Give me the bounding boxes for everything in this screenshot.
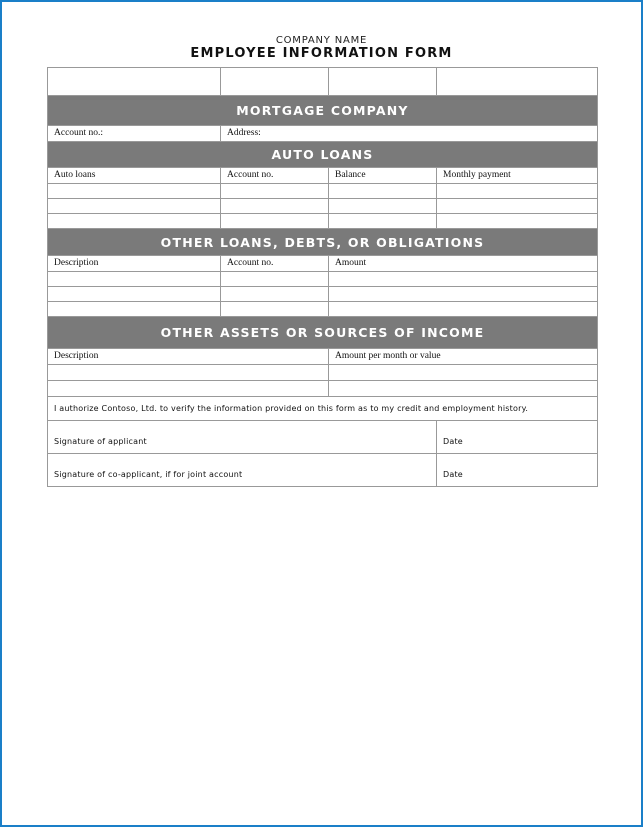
other-loans-header-row	[48, 256, 597, 272]
applicant-date-field[interactable]: Date	[443, 437, 463, 446]
account-field[interactable]	[221, 214, 329, 228]
co-applicant-signature-row	[48, 454, 597, 487]
payment-field[interactable]	[437, 199, 595, 213]
auto-loans-col-balance: Balance	[329, 168, 437, 183]
auto-loans-col-loans: Auto loans	[48, 168, 221, 183]
description-field[interactable]	[48, 287, 221, 301]
auto-loans-section-heading: AUTO LOANS	[48, 142, 597, 168]
table-row	[48, 272, 597, 287]
other-assets-header-row	[48, 349, 597, 365]
authorization-text: I authorize Contoso, Ltd. to verify the information provided on this form as to my credit and employment history.	[54, 403, 529, 413]
amount-field[interactable]	[329, 381, 595, 396]
co-applicant-signature-field[interactable]: Signature of co-applicant, if for joint account	[48, 454, 437, 486]
blank-field-4[interactable]	[437, 68, 595, 95]
blank-field-2[interactable]	[221, 68, 329, 95]
table-row	[48, 199, 597, 214]
mortgage-address-field[interactable]: Address:	[227, 128, 261, 138]
header-blank-row	[48, 68, 597, 96]
auto-loan-field[interactable]	[48, 214, 221, 228]
auto-loans-col-account: Account no.	[221, 168, 329, 183]
other-loans-col-description: Description	[48, 256, 221, 271]
co-applicant-date-field[interactable]: Date	[443, 470, 463, 479]
description-field[interactable]	[48, 302, 221, 316]
other-loans-col-amount: Amount	[335, 258, 367, 268]
mortgage-section-heading: MORTGAGE COMPANY	[48, 96, 597, 126]
auto-loan-field[interactable]	[48, 199, 221, 213]
form-table	[47, 67, 598, 487]
blank-field-1[interactable]	[48, 68, 221, 95]
amount-field[interactable]	[329, 365, 595, 380]
applicant-signature-row	[48, 421, 597, 454]
other-assets-section-heading: OTHER ASSETS OR SOURCES OF INCOME	[48, 317, 597, 349]
amount-field[interactable]	[329, 287, 595, 301]
other-loans-col-account: Account no.	[221, 256, 329, 271]
account-field[interactable]	[221, 302, 329, 316]
other-assets-col-amount: Amount per month or value	[335, 351, 441, 361]
account-field[interactable]	[221, 184, 329, 198]
table-row	[48, 184, 597, 199]
authorization-row	[48, 397, 597, 421]
applicant-signature-field[interactable]: Signature of applicant	[48, 421, 437, 453]
table-row	[48, 365, 597, 381]
amount-field[interactable]	[329, 272, 595, 286]
form-title: EMPLOYEE INFORMATION FORM	[190, 46, 453, 61]
payment-field[interactable]	[437, 184, 595, 198]
table-row	[48, 214, 597, 229]
other-loans-section-heading: OTHER LOANS, DEBTS, OR OBLIGATIONS	[48, 229, 597, 256]
balance-field[interactable]	[329, 199, 437, 213]
description-field[interactable]	[48, 365, 329, 380]
balance-field[interactable]	[329, 184, 437, 198]
description-field[interactable]	[48, 272, 221, 286]
account-field[interactable]	[221, 287, 329, 301]
mortgage-account-field[interactable]: Account no.:	[48, 126, 221, 141]
blank-field-3[interactable]	[329, 68, 437, 95]
mortgage-row	[48, 126, 597, 142]
description-field[interactable]	[48, 381, 329, 396]
auto-loans-header-row	[48, 168, 597, 184]
balance-field[interactable]	[329, 214, 437, 228]
payment-field[interactable]	[437, 214, 595, 228]
account-field[interactable]	[221, 199, 329, 213]
auto-loan-field[interactable]	[48, 184, 221, 198]
table-row	[48, 302, 597, 317]
account-field[interactable]	[221, 272, 329, 286]
table-row	[48, 287, 597, 302]
company-name: COMPANY NAME	[275, 35, 368, 46]
table-row	[48, 381, 597, 397]
other-assets-col-description: Description	[48, 349, 329, 364]
amount-field[interactable]	[329, 302, 595, 316]
auto-loans-col-payment: Monthly payment	[443, 170, 511, 180]
